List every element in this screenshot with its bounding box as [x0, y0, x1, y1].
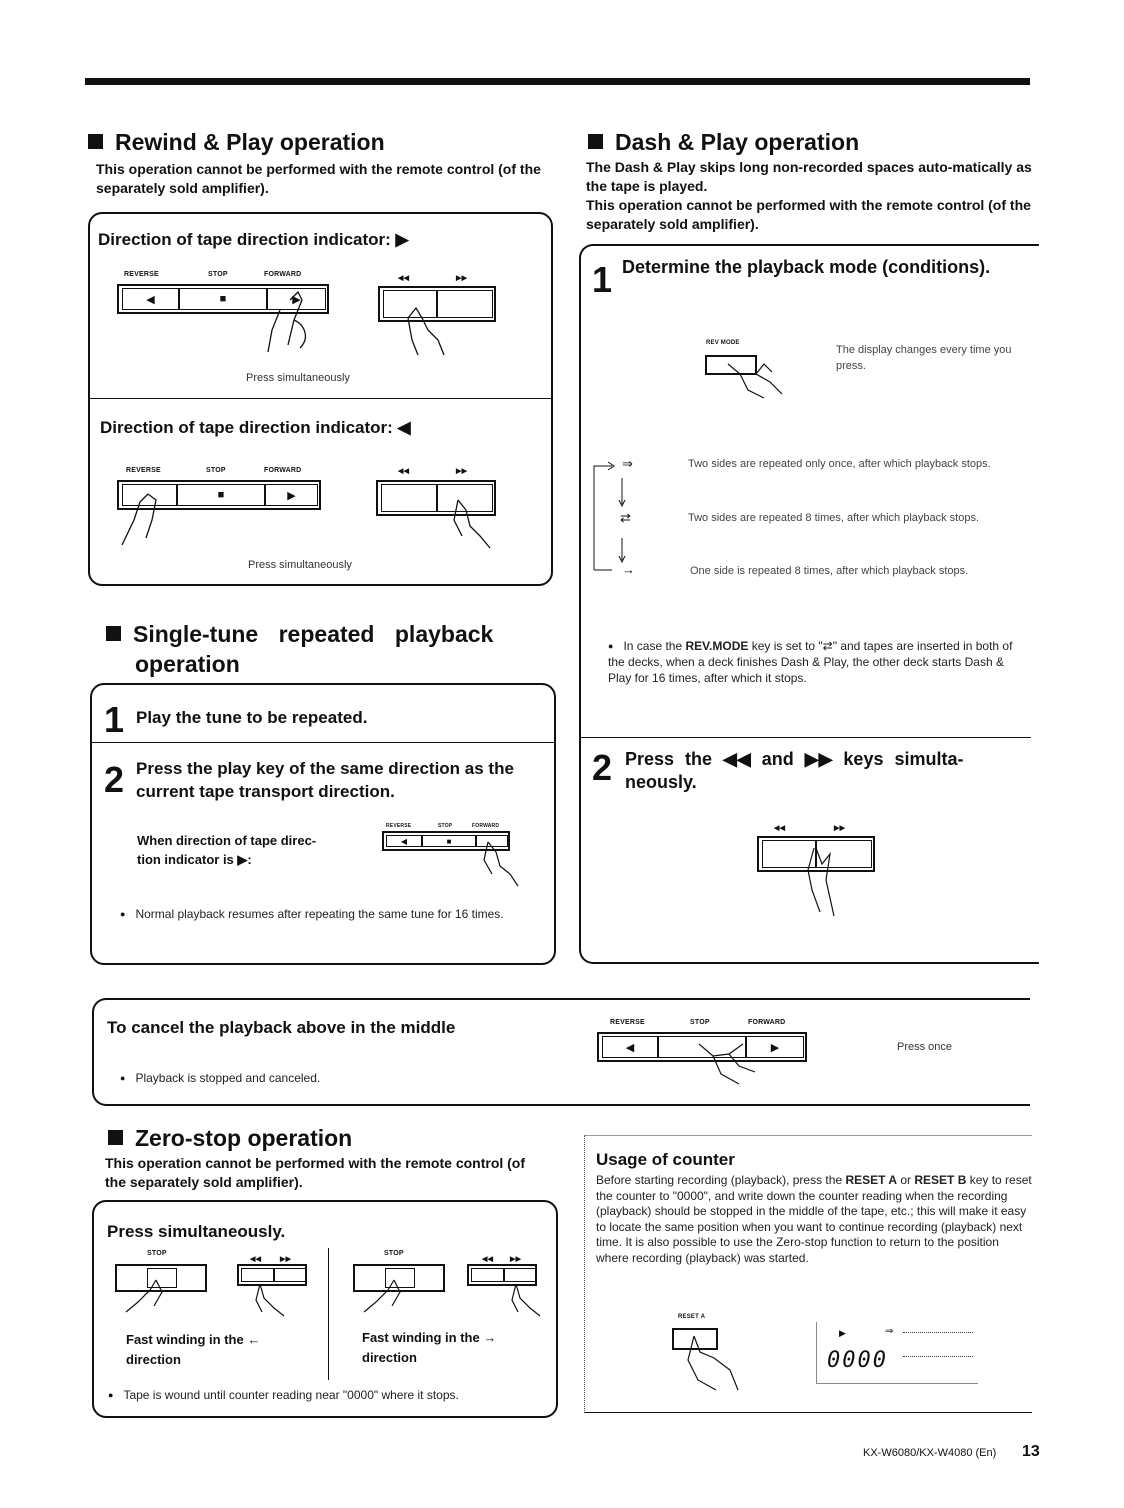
divider: [90, 398, 551, 399]
step-number: 2: [104, 759, 125, 800]
dash-intro-2: This operation cannot be performed with the remote control (of the separately sold amplifier).: [586, 197, 1031, 232]
rew-label: ◀◀: [398, 275, 410, 282]
counter-title: Usage of counter: [596, 1150, 735, 1169]
stop-label: STOP: [438, 823, 453, 829]
reverse-play-button[interactable]: ◀: [602, 1036, 658, 1058]
reverse-label: REVERSE: [610, 1019, 645, 1026]
stop-label: STOP: [206, 467, 226, 474]
reverse-label: REVERSE: [124, 271, 159, 278]
press-once-note: Press once: [897, 1041, 953, 1053]
hand-icon: [470, 838, 530, 888]
single-heading: Single-tune repeated playback: [106, 620, 493, 648]
rewind-heading: Rewind & Play operation: [88, 128, 385, 156]
counter-text: Before starting recording (playback), press the RESET A or RESET B key to reset the counter to "0000", and write down the counter reading when the recording (playback) should be stopped in the middle of the tape, etc.; this will make it easy to locate the same position when you want to continue recording (playback) next time. It is also possible to use the Zero-stop function to return to the position where recording (playback) was started.: [596, 1173, 1032, 1265]
divider: [92, 742, 554, 743]
rew-label: ◀◀: [774, 825, 786, 832]
single-step2: Press the play key of the same direction as the current tape transport direction.: [136, 759, 514, 801]
hand-icon: [790, 840, 850, 920]
rew-label: ◀◀: [482, 1256, 494, 1263]
play-icon: ▶: [839, 1328, 846, 1338]
hand-icon: [250, 1280, 300, 1320]
forward-play-button[interactable]: ▶: [265, 484, 318, 506]
stop-button[interactable]: ■: [177, 484, 265, 506]
hand-icon: [440, 496, 510, 551]
hand-icon: [680, 1330, 750, 1395]
hand-icon: [250, 290, 330, 360]
zero-box-title: Press simultaneously.: [107, 1222, 286, 1241]
mode1-symbol: ⇒: [622, 456, 633, 471]
dash-step1: Determine the playback mode (conditions).: [622, 257, 991, 277]
forward-label: FORWARD: [472, 823, 500, 829]
rewind-panel1-title: Direction of tape direction indicator: ▶: [98, 230, 409, 249]
stop-label: STOP: [690, 1019, 710, 1026]
reverse-play-button[interactable]: ◀: [122, 288, 179, 310]
ff-label: ▶▶: [510, 1256, 522, 1263]
mode3-symbol: →: [622, 562, 635, 577]
hand-icon: [108, 490, 178, 550]
stop-label: STOP: [384, 1250, 404, 1257]
level-meter: [903, 1356, 973, 1357]
stop-label: STOP: [147, 1250, 167, 1257]
level-meter: [903, 1332, 973, 1333]
forward-label: FORWARD: [748, 1019, 786, 1026]
forward-play-button[interactable]: ▶: [267, 288, 326, 310]
step-number: 1: [592, 259, 613, 300]
rewind-button[interactable]: [381, 484, 437, 512]
footer-model: KX-W6080/KX-W4080 (En): [863, 1447, 997, 1459]
hand-icon: [388, 300, 458, 360]
stop-button[interactable]: ■: [179, 288, 267, 310]
fast-wind-right-caption: Fast winding in the → direction: [362, 1330, 497, 1365]
forward-label: FORWARD: [264, 271, 302, 278]
zero-heading: Zero-stop operation: [108, 1124, 352, 1152]
reverse-label: REVERSE: [386, 823, 412, 829]
forward-label: FORWARD: [264, 467, 302, 474]
dash-note: ● In case the REV.MODE key is set to "⇄" and tapes are inserted in both of the decks, when a deck finishes Dash & Play, the other deck starts Dash & Play for 16 times, after which it stops.: [608, 638, 1028, 686]
when-direction-text: When direction of tape direc- tion indicator is ▶:: [137, 833, 317, 867]
press-simultaneously-note: Press simultaneously: [246, 372, 350, 384]
divider: [328, 1248, 329, 1380]
ff-label: ▶▶: [280, 1256, 292, 1263]
stop-button[interactable]: ■: [422, 835, 476, 847]
rewind-intro: This operation cannot be performed with the remote control (of the separately sold amplifier).: [96, 161, 541, 196]
counter-display: [816, 1322, 978, 1384]
cancel-panel: [92, 998, 1030, 1106]
step-number: 1: [104, 699, 125, 740]
forward-play-button[interactable]: ▶: [746, 1036, 804, 1058]
mode2-text: Two sides are repeated 8 times, after which playback stops.: [688, 512, 980, 524]
ff-label: ▶▶: [456, 275, 468, 282]
top-rule: [85, 78, 1030, 85]
reverse-label: REVERSE: [126, 467, 161, 474]
press-simultaneously-note: Press simultaneously: [248, 559, 352, 571]
cancel-note: ● Playback is stopped and canceled.: [120, 1070, 320, 1086]
divider: [581, 737, 1031, 738]
single-note: ● Normal playback resumes after repeating the same tune for 16 times.: [120, 906, 532, 922]
cancel-title: To cancel the playback above in the middle: [107, 1018, 456, 1037]
display-note: The display changes every time you press.: [836, 344, 1012, 372]
dash-intro: The Dash & Play skips long non-recorded spaces auto-matically as the tape is played.: [586, 159, 1032, 194]
hand-icon: [120, 1276, 170, 1316]
single-step1: Play the tune to be repeated.: [136, 708, 368, 727]
hand-icon: [358, 1276, 408, 1316]
mode1-text: Two sides are repeated only once, after which playback stops.: [688, 458, 991, 470]
page-number: 13: [1022, 1443, 1040, 1460]
rew-label: ◀◀: [398, 468, 410, 475]
ff-label: ▶▶: [456, 468, 468, 475]
dash-step2: Press the ◀◀ and ▶▶ keys simulta- neously.: [625, 749, 964, 792]
reset-a-label: RESET A: [678, 1314, 706, 1320]
rewind-button[interactable]: [471, 1268, 504, 1282]
ff-label: ▶▶: [834, 825, 846, 832]
step-number: 2: [592, 747, 613, 788]
hand-icon: [720, 358, 800, 403]
fast-wind-left-caption: Fast winding in the ← direction: [126, 1332, 261, 1367]
rev-mode-label: REV MODE: [706, 340, 740, 346]
hand-icon: [695, 1038, 775, 1088]
rev-mode-icon: ⇒: [885, 1326, 894, 1337]
hand-icon: [506, 1280, 556, 1320]
rewind-panel2-title: Direction of tape direction indicator: ◀: [100, 418, 411, 437]
mode2-symbol: ⇄: [620, 510, 631, 525]
zero-intro: This operation cannot be performed with the remote control (of the separately sold amplifier).: [105, 1155, 526, 1190]
stop-label: STOP: [208, 271, 228, 278]
mode3-text: One side is repeated 8 times, after which playback stops.: [690, 565, 969, 577]
zero-note: ● Tape is wound until counter reading near "0000" where it stops.: [108, 1387, 459, 1403]
counter-digits: 0000: [827, 1348, 888, 1373]
single-heading-line2: operation: [135, 651, 240, 677]
rew-label: ◀◀: [250, 1256, 262, 1263]
dash-heading: Dash & Play operation: [588, 128, 859, 156]
reverse-play-button[interactable]: ◀: [386, 835, 422, 847]
